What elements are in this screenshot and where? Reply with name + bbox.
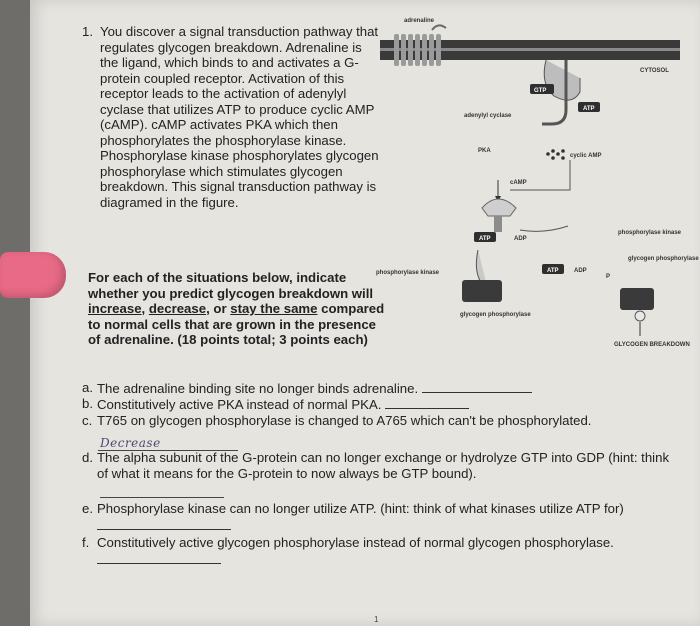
item-text: The alpha subunit of the G-protein can no longer exchange or hydrolyze GTP into GDP (hint: think of what it means for the G-protein to now always be GTP bound).	[97, 450, 670, 481]
item-letter: d.	[82, 450, 93, 465]
cyclic-amp-dots	[546, 149, 565, 160]
label-glycogen-breakdown: GLYCOGEN BREAKDOWN	[614, 342, 690, 348]
question-number: 1.	[82, 24, 93, 39]
handwritten-answer-c: Decrease	[100, 436, 161, 450]
item-text: Constitutively active PKA instead of normal PKA.	[97, 397, 382, 412]
glycogen-phosphorylase-left-block	[462, 280, 502, 302]
glycogen-phosphorylase-active-block	[620, 288, 654, 310]
label-adp: ADP	[514, 236, 527, 242]
answer-blank-c[interactable]	[98, 450, 238, 451]
burst-icon	[635, 311, 645, 321]
label-p: P	[606, 274, 611, 280]
question-1	[82, 24, 382, 210]
label-atp3: ATP	[547, 268, 559, 274]
instr-part2: compared to normal cells that are grown in the presence of adrenaline.	[88, 301, 385, 347]
page-number: 1	[374, 615, 379, 624]
instr-sep2: , or	[206, 301, 231, 316]
instr-increase: increase	[88, 301, 142, 316]
item-text: Constitutively active glycogen phosphorylase instead of normal glycogen phosphorylase.	[97, 535, 614, 550]
label-phosphorylase-kinase-right: phosphorylase kinase	[618, 230, 682, 236]
answer-blank-b[interactable]	[385, 396, 469, 409]
label-glycogen-phosphorylase-left: glycogen phosphorylase	[460, 312, 531, 318]
label-adrenaline: adrenaline	[404, 18, 435, 24]
signal-pathway-diagram	[370, 12, 699, 364]
item-letter: c.	[82, 413, 93, 428]
pka-stem	[494, 216, 502, 232]
label-cytosol: CYTOSOL	[640, 68, 669, 74]
label-adenylyl-cyclase: adenylyl cyclase	[464, 113, 512, 119]
item-text: The adrenaline binding site no longer binds adrenaline.	[97, 381, 419, 396]
adrenaline-molecule	[432, 25, 446, 30]
label-adp2: ADP	[574, 268, 587, 274]
label-camp: cAMP	[510, 180, 527, 186]
question-text: You discover a signal transduction pathway that regulates glycogen breakdown. Adrenaline is the ligand, which binds to and activates a G-protein coupled receptor. Activation of this receptor leads to the activation of adenylyl cyclase that utilizes ATP to produce cyclic AMP (cAMP). cAMP activates PKA which then phosphorylates the phosphorylase kinase. Phosphorylase kinase phosphorylates glycogen phosphorylase which stimulates glycogen breakdown. This signal transduction pathway is diagramed in the figure.	[100, 24, 379, 210]
pka-complex	[482, 199, 516, 216]
item-text: T765 on glycogen phosphorylase is changed to A765 which can't be phosphorylated.	[97, 413, 592, 428]
item-letter: e.	[82, 501, 93, 516]
answer-blank-d[interactable]	[100, 497, 224, 498]
label-atp: ATP	[583, 106, 595, 112]
item-letter: f.	[82, 535, 90, 550]
answer-blank-a[interactable]	[422, 380, 532, 393]
instructions	[88, 270, 388, 348]
item-letter: a.	[82, 380, 93, 395]
label-glycogen-phosphorylase-right: glycogen phosphorylase	[628, 256, 699, 262]
answer-blank-e[interactable]	[97, 517, 231, 530]
label-pka: PKA	[478, 148, 491, 154]
answer-blank-f[interactable]	[97, 551, 221, 564]
label-phosphorylase-kinase-left: phosphorylase kinase	[376, 270, 440, 276]
instr-decrease: decrease	[148, 301, 207, 316]
pk-arrow	[520, 226, 568, 231]
label-atp2: ATP	[479, 236, 491, 242]
label-gtp: GTP	[534, 88, 547, 94]
thumb-holding-page	[0, 252, 66, 298]
label-cyclic-amp: cyclic AMP	[570, 153, 602, 159]
instr-sep1: ,	[141, 301, 149, 316]
instr-part1: For each of the situations below, indicate whether you predict glycogen breakdown will	[88, 270, 374, 301]
instr-stay-same: stay the same	[230, 301, 318, 316]
instr-points: (18 points total; 3 points each)	[173, 332, 368, 347]
gpcr-receptor	[394, 34, 441, 66]
item-letter: b.	[82, 396, 93, 411]
g-protein	[544, 60, 580, 100]
item-text: Phosphorylase kinase can no longer utilize ATP. (hint: think of what kinases utilize ATP for)	[97, 501, 624, 516]
